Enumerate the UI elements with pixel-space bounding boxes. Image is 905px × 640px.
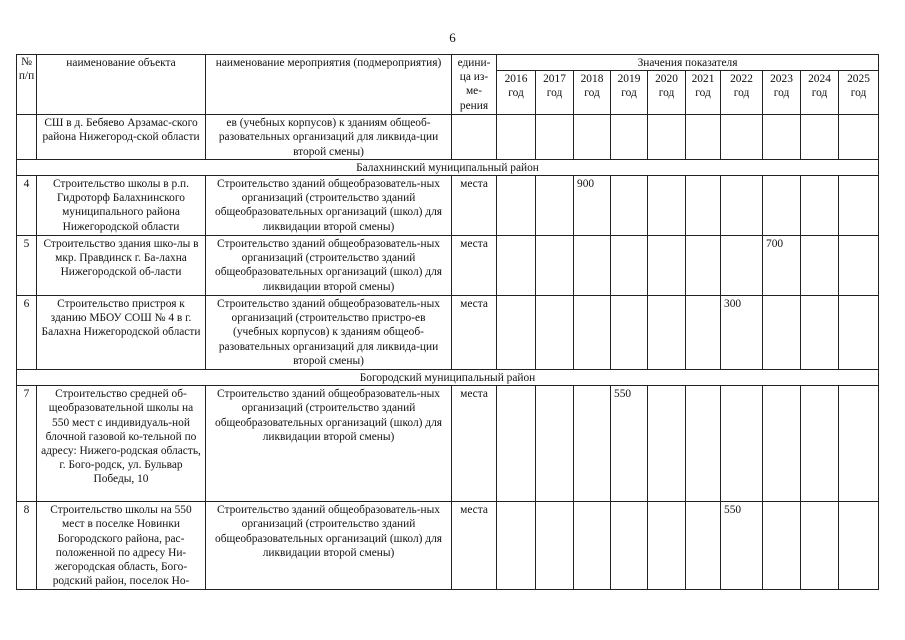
header-year: 2018 год: [574, 71, 611, 115]
header-year: 2016 год: [497, 71, 536, 115]
year-value: [801, 502, 839, 590]
table-row: [17, 296, 879, 370]
year-value: [536, 236, 574, 296]
year-value: [686, 386, 721, 502]
year-value: [497, 502, 536, 590]
year-value: [839, 115, 879, 160]
table-row: [17, 176, 879, 236]
year-value: [648, 386, 686, 502]
year-value: [536, 115, 574, 160]
year-value: [497, 386, 536, 502]
year-value: 550: [611, 386, 648, 502]
object-name: Строительство школы в р.п. Гидроторф Балахнинского муниципального района Нижегородской области: [37, 176, 206, 236]
year-value: 300: [721, 296, 763, 370]
section-row: [17, 370, 879, 386]
header-year: 2020 год: [648, 71, 686, 115]
year-value: 700: [763, 236, 801, 296]
year-value: [763, 386, 801, 502]
year-value: [839, 176, 879, 236]
unit: места: [452, 176, 497, 236]
header-year: 2021 год: [686, 71, 721, 115]
table-row: [17, 386, 879, 502]
year-value: [721, 115, 763, 160]
indicators-table: [16, 54, 879, 590]
header-year: 2019 год: [611, 71, 648, 115]
table-row: [17, 502, 879, 590]
year-value: [686, 502, 721, 590]
measure-name: Строительство зданий общеобразователь-ных организаций (строительство пристро-ев (учебных корпусов) к зданиям общеоб-разовательных организаций для ликвида-ции второй смены): [206, 296, 452, 370]
table-header: [17, 55, 879, 115]
year-value: [839, 236, 879, 296]
row-number: 7: [17, 386, 37, 502]
year-value: [801, 296, 839, 370]
year-value: [721, 236, 763, 296]
year-value: [686, 296, 721, 370]
header-year: 2022 год: [721, 71, 763, 115]
year-value: 550: [721, 502, 763, 590]
year-value: [721, 386, 763, 502]
unit: места: [452, 386, 497, 502]
year-value: [497, 115, 536, 160]
year-value: [497, 236, 536, 296]
measure-name: Строительство зданий общеобразователь-ных организаций (строительство зданий общеобразовательных организаций (школ) для ликвидации второй смены): [206, 176, 452, 236]
header-year: 2025 год: [839, 71, 879, 115]
year-value: [648, 115, 686, 160]
object-name: Строительство пристроя к зданию МБОУ СОШ № 4 в г. Балахна Нижегородской области: [37, 296, 206, 370]
unit: [452, 115, 497, 160]
year-value: [686, 176, 721, 236]
row-number: [17, 115, 37, 160]
year-value: [763, 502, 801, 590]
year-value: [536, 296, 574, 370]
measure-name: Строительство зданий общеобразователь-ных организаций (строительство зданий общеобразовательных организаций (школ) для ликвидации второй смены): [206, 502, 452, 590]
year-value: [574, 502, 611, 590]
year-value: [686, 236, 721, 296]
year-value: [763, 176, 801, 236]
row-number: 6: [17, 296, 37, 370]
section-row: [17, 159, 879, 175]
year-value: [839, 296, 879, 370]
year-value: [611, 236, 648, 296]
year-value: 900: [574, 176, 611, 236]
object-name: Строительство здания шко-лы в мкр. Правдинск г. Ба-лахна Нижегородской об-ласти: [37, 236, 206, 296]
section-title: Балахнинский муниципальный район: [17, 159, 879, 175]
year-value: [536, 386, 574, 502]
year-value: [839, 386, 879, 502]
unit: места: [452, 296, 497, 370]
unit: места: [452, 236, 497, 296]
object-name: Строительство средней об-щеобразовательной школы на 550 мест с индивидуаль-ной блочной газовой ко-тельной по адресу: Нижего-родская область, г. Бого-родск, ул. Бульвар Победы, 10: [37, 386, 206, 502]
year-value: [763, 115, 801, 160]
header-unit: едини-ца из-ме-рения: [452, 55, 497, 115]
object-name: Строительство школы на 550 мест в поселке Новинки Богородского района, рас-положенной по адресу Ни-жегородская область, Бого-родский район, поселок Но-: [37, 502, 206, 590]
year-value: [574, 386, 611, 502]
page-number: 6: [449, 30, 456, 45]
year-value: [648, 296, 686, 370]
year-value: [686, 115, 721, 160]
year-value: [801, 115, 839, 160]
header-year: 2017 год: [536, 71, 574, 115]
measure-name: Строительство зданий общеобразователь-ных организаций (строительство зданий общеобразовательных организаций (школ) для ликвидации второй смены): [206, 236, 452, 296]
row-number: 8: [17, 502, 37, 590]
year-value: [763, 296, 801, 370]
object-name: СШ в д. Бебяево Арзамас-ского района Нижегород-ской области: [37, 115, 206, 160]
year-value: [801, 236, 839, 296]
unit: места: [452, 502, 497, 590]
year-value: [611, 296, 648, 370]
measure-name: ев (учебных корпусов) к зданиям общеоб-разовательных организаций для ликвида-ции второй смены): [206, 115, 452, 160]
year-value: [536, 502, 574, 590]
row-number: 5: [17, 236, 37, 296]
year-value: [611, 115, 648, 160]
table-row: [17, 115, 879, 160]
year-value: [611, 502, 648, 590]
year-value: [574, 115, 611, 160]
year-value: [574, 296, 611, 370]
header-year: 2024 год: [801, 71, 839, 115]
header-object: наименование объекта: [37, 55, 206, 115]
year-value: [839, 502, 879, 590]
table-row: [17, 236, 879, 296]
year-value: [648, 176, 686, 236]
header-num: № п/п: [17, 55, 37, 115]
year-value: [611, 176, 648, 236]
page-bottom-edge: [0, 628, 905, 640]
year-value: [648, 236, 686, 296]
year-value: [721, 176, 763, 236]
row-number: 4: [17, 176, 37, 236]
section-title: Богородский муниципальный район: [17, 370, 879, 386]
year-value: [801, 176, 839, 236]
header-measure: наименование мероприятия (подмероприятия): [206, 55, 452, 115]
header-values: Значения показателя: [497, 55, 879, 71]
year-value: [536, 176, 574, 236]
year-value: [801, 386, 839, 502]
year-value: [574, 236, 611, 296]
table-body: [17, 115, 879, 590]
measure-name: Строительство зданий общеобразователь-ных организаций (строительство зданий общеобразовательных организаций (школ) для ликвидации второй смены): [206, 386, 452, 502]
year-value: [497, 296, 536, 370]
header-year: 2023 год: [763, 71, 801, 115]
year-value: [648, 502, 686, 590]
year-value: [497, 176, 536, 236]
